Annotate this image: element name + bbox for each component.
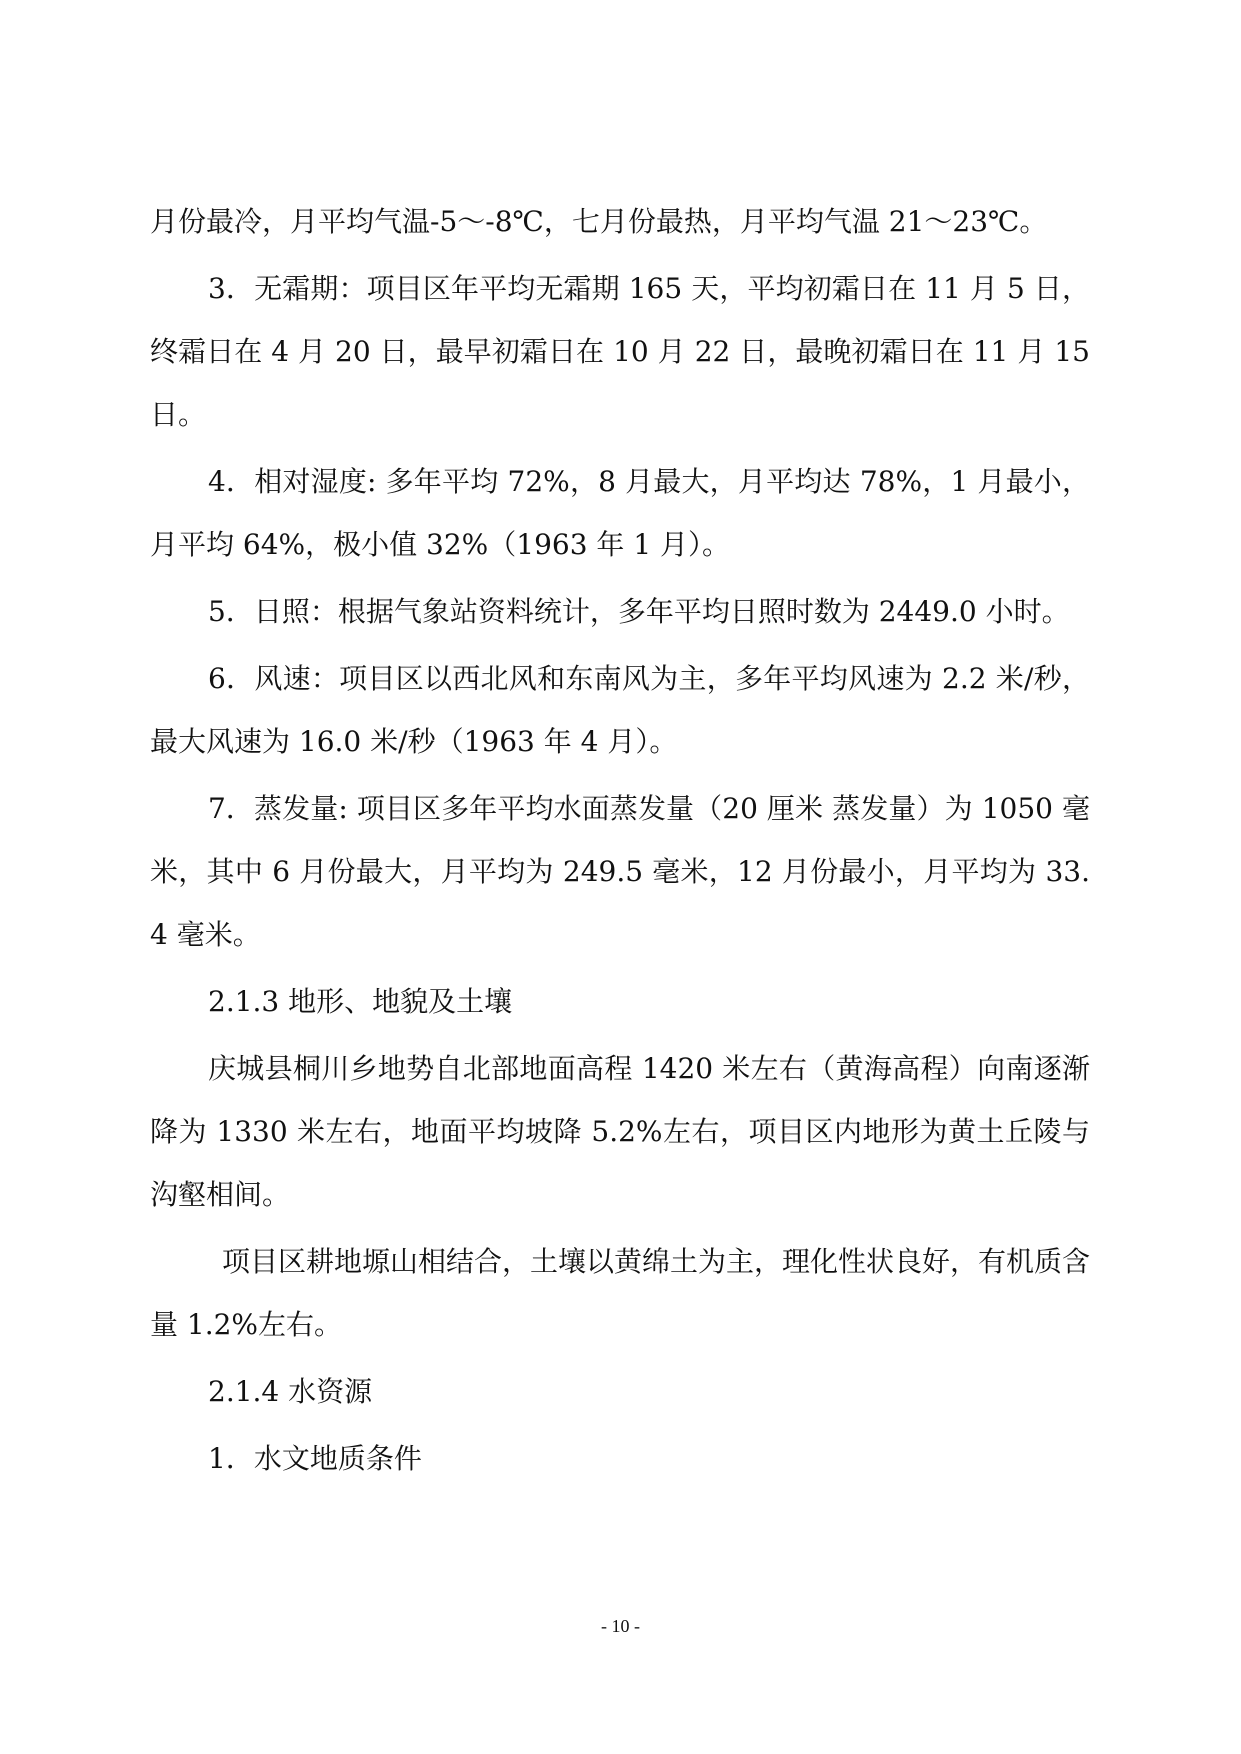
paragraph-temperature-continued: 月份最冷，月平均气温-5～-8℃，七月份最热，月平均气温 21～23℃。	[150, 205, 1048, 238]
document-body	[150, 190, 1090, 1494]
paragraph-wind-speed: 6．风速：项目区以西北风和东南风为主，多年平均风速为 2.2 米/秒，最大风速为 16.0 米/秒（1963 年 4 月）。	[150, 662, 1090, 758]
paragraph-evaporation: 7．蒸发量: 项目区多年平均水面蒸发量（20 厘米 蒸发量）为 1050 毫米，其中 6 月份最大，月平均为 249.5 毫米，12 月份最小，月平均为 33.4 毫米。	[150, 792, 1090, 951]
section-heading-water-resources: 2.1.4 水资源	[208, 1375, 373, 1408]
subsection-heading-hydrogeology: 1．水文地质条件	[208, 1442, 422, 1475]
paragraph-terrain: 庆城县桐川乡地势自北部地面高程 1420 米左右（黄海高程）向南逐渐降为 1330 米左右，地面平均坡降 5.2%左右，项目区内地形为黄土丘陵与沟壑相间。	[150, 1052, 1090, 1211]
page-number: - 10 -	[601, 1616, 640, 1636]
paragraph-relative-humidity: 4．相对湿度: 多年平均 72%，8 月最大，月平均达 78%，1 月最小，月平均 64%，极小值 32%（1963 年 1 月）。	[150, 465, 1090, 561]
section-heading-terrain-soil: 2.1.3 地形、地貌及土壤	[208, 985, 513, 1018]
paragraph-soil: 项目区耕地塬山相结合，土壤以黄绵土为主，理化性状良好，有机质含量 1.2%左右。	[150, 1245, 1091, 1341]
paragraph-frost-free-period: 3．无霜期：项目区年平均无霜期 165 天，平均初霜日在 11 月 5 日，终霜日在 4 月 20 日，最早初霜日在 10 月 22 日，最晚初霜日在 11 月 15 日。	[150, 272, 1090, 431]
paragraph-sunshine: 5．日照：根据气象站资料统计，多年平均日照时数为 2449.0 小时。	[208, 595, 1070, 628]
